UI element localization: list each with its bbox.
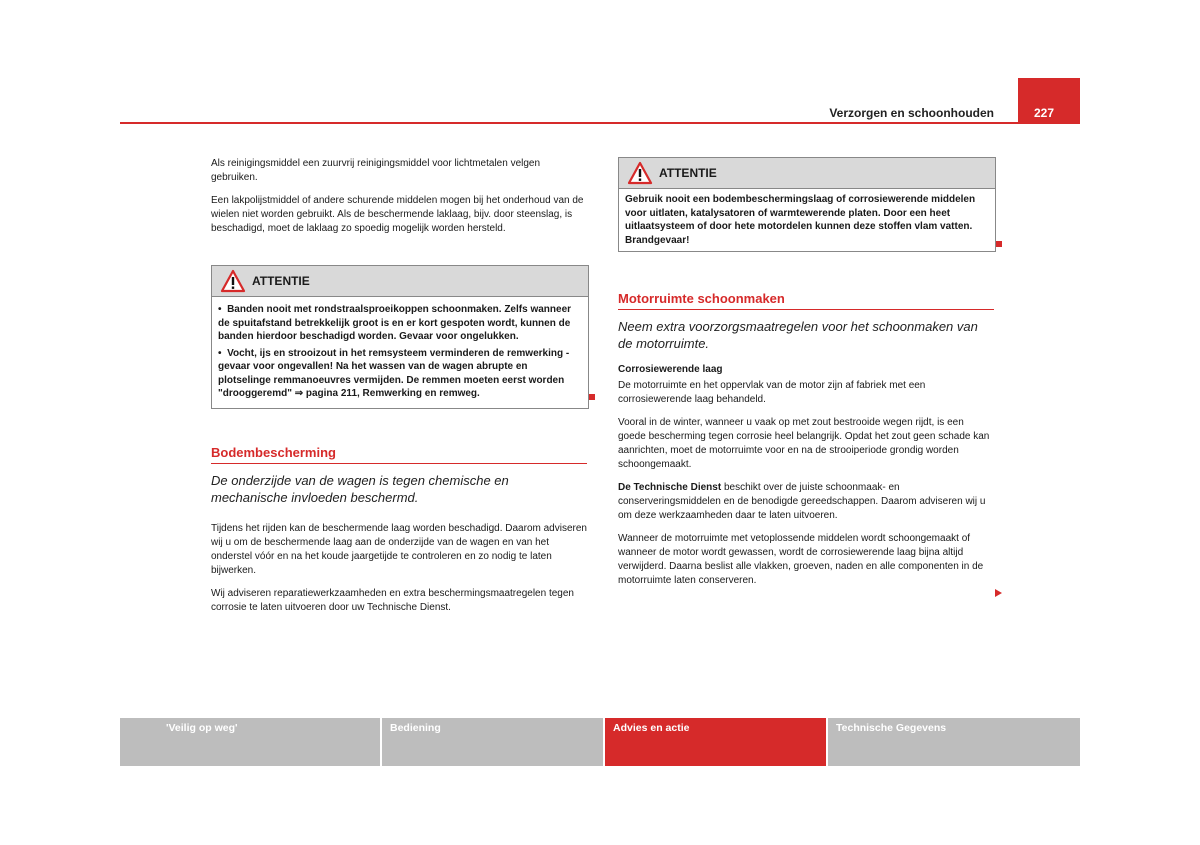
- paragraph: Wanneer de motorruimte met vetoplossende middelen wordt schoongemaakt of wanneer de motor wordt gewassen, wordt de corrosiewerende laag bijna altijd verwijderd. Daarna beslist alle vlakken, groeven, naden en alle componenten in de motorruimte laten conserveren.: [618, 533, 984, 586]
- warning-body: Gebruik nooit een bodembeschermingslaag of corrosiewerende middelen voor uitlaten, katalysatoren of warmtewerende platen. Door een heet uitlaatsysteem of door hete motordelen kunnen deze stoffen vlam vatten. Brandgevaar!: [625, 194, 976, 246]
- section-lead: De onderzijde van de wagen is tegen chemische en mechanische invloeden beschermd.: [211, 473, 509, 505]
- section-bodembescherming: [211, 445, 587, 624]
- end-marker: [589, 394, 595, 400]
- warning-header: [212, 266, 588, 297]
- footer-tab-veilig[interactable]: 'Veilig op weg': [120, 718, 380, 766]
- footer-tab-advies[interactable]: Advies en actie: [605, 718, 826, 766]
- left-intro: [211, 157, 587, 245]
- paragraph: Wij adviseren reparatiewerkzaamheden en extra beschermingsmaatregelen tegen corrosie te laten uitvoeren door uw Technische Dienst.: [211, 588, 574, 613]
- page-number: 227: [1033, 106, 1055, 120]
- warning-box-right: [618, 157, 996, 252]
- warning-item: • Banden nooit met rondstraalsproeikoppen schoonmaken. Zelfs wanneer de spuitafstand betrekkelijk groot is en er kort gespoten wordt, kunnen de banden hierdoor beschadigd worden. Gevaar voor ongelukken.: [218, 304, 572, 342]
- warning-triangle-icon: [220, 269, 246, 293]
- paragraph: Tijdens het rijden kan de beschermende laag worden beschadigd. Daarom adviseren wij u om de beschermende laag aan de onderzijde van de wagen en van het onderstel vóór en na het koude jaargetijde te controleren en zo nodig te laten bijwerken.: [211, 523, 587, 576]
- section-heading: Motorruimte schoonmaken: [618, 291, 994, 310]
- warning-triangle-icon: [627, 161, 653, 185]
- section-motorruimte: [618, 291, 994, 597]
- section-title: Verzorgen en schoonhouden: [829, 106, 994, 120]
- end-marker: [996, 241, 1002, 247]
- subheading: Corrosiewerende laag: [618, 364, 723, 375]
- paragraph: Vooral in de winter, wanneer u vaak op met zout bestrooide wegen rijdt, is een goede bescherming tegen corrosie heel belangrijk. Opdat het zout geen schade kan aanrichten, moet de motorruimte voor en na de strooiperiode grondig worden schoongemaakt.: [618, 417, 990, 470]
- paragraph: Een lakpolijstmiddel of andere schurende middelen mogen bij het onderhoud van de wielen niet worden gebruikt. Als de beschermende laklaag, bijv. door steenslag, is beschadigd, moet de laklaag zo spoedig mogelijk worden hersteld.: [211, 195, 584, 234]
- section-heading: Bodembescherming: [211, 445, 587, 464]
- warning-title: ATTENTIE: [659, 166, 717, 180]
- footer-tab-technische[interactable]: Technische Gegevens: [828, 718, 1080, 766]
- header-rule: [120, 122, 1080, 124]
- section-lead: Neem extra voorzorgsmaatregelen voor het schoonmaken van de motorruimte.: [618, 319, 978, 351]
- continue-arrow-icon: [995, 589, 1002, 597]
- bold-term: De Technische Dienst: [618, 482, 722, 493]
- warning-box-left: [211, 265, 589, 409]
- warning-item: • Vocht, ijs en strooizout in het remsysteem verminderen de remwerking - gevaar voor ongevallen! Na het wassen van de wagen abrupte en plotselinge remmanoeuvres vermijden. De remmen moeten eerst worden "drooggeremd" ⇒ pagina 211, Remwerking en remweg.: [218, 347, 570, 399]
- warning-title: ATTENTIE: [252, 274, 310, 288]
- warning-body: [212, 297, 588, 408]
- paragraph: De Technische Dienst beschikt over de juiste schoonmaak- en conserveringsmiddelen en de benodigde gereedschappen. Daarom adviseren wij u om deze werkzaamheden daar te laten uitvoeren.: [618, 482, 986, 521]
- paragraph: De motorruimte en het oppervlak van de motor zijn af fabriek met een corrosiewerende laag behandeld.: [618, 380, 926, 405]
- warning-header: [619, 158, 995, 189]
- paragraph: Als reinigingsmiddel een zuurvrij reinigingsmiddel voor lichtmetalen velgen gebruiken.: [211, 158, 541, 183]
- footer-tab-bediening[interactable]: Bediening: [382, 718, 603, 766]
